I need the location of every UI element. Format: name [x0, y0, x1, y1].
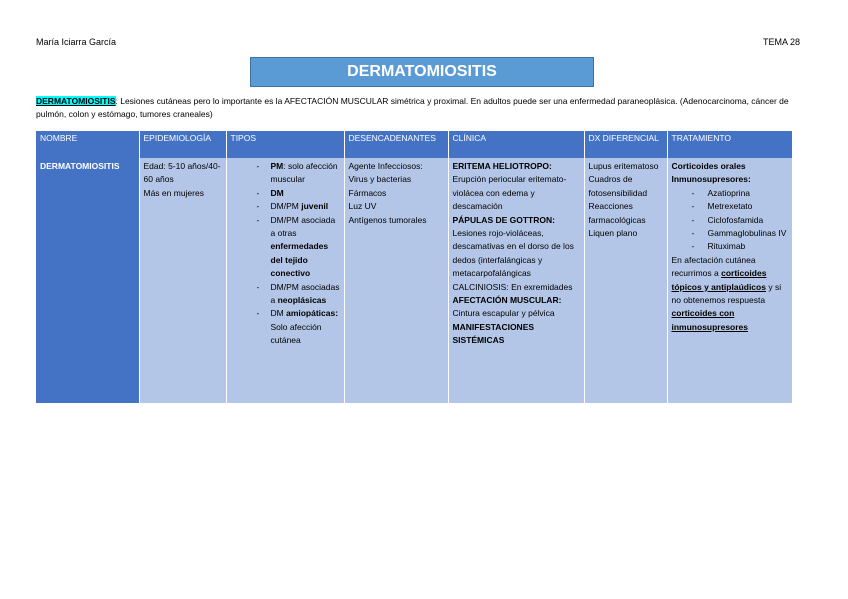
summary-table	[36, 131, 793, 403]
dx-item: Lupus eritematoso	[588, 161, 659, 171]
drug-item: - Metrexetato	[691, 201, 753, 212]
type-item: - PM: solo afección muscular	[256, 161, 338, 185]
cell-triggers	[344, 158, 448, 403]
cell-clinic	[448, 158, 584, 403]
col-header-clinica: CLÍNICA	[448, 131, 584, 158]
page-title: DERMATOMIOSITIS	[250, 57, 594, 87]
table-header-row	[36, 131, 792, 158]
trigger-item: Antígenos tumorales	[348, 214, 427, 225]
type-item: - DM/PM asociada a otras enfermedades del tejido conectivo	[256, 214, 336, 279]
intro-text: : Lesiones cutáneas pero lo importante es la AFECTACIÓN MUSCULAR simétrica y proximal. En adultos puede ser una enfermedad paraneoplásica. (Adenocarcinoma, cáncer de pulmón, colon y estómago, tumores craneales)	[36, 96, 789, 119]
clinic-manifestations: MANIFESTACIONES SISTÉMICAS	[452, 321, 535, 346]
clinic-heliotropo-title: ERITEMA HELIOTROPO:	[452, 161, 552, 171]
col-header-tipos: TIPOS	[226, 131, 344, 158]
type-item: - DM/PM juvenil	[256, 201, 329, 212]
treat-title-inmuno: Inmunosupresores:	[671, 174, 751, 185]
epi-age: Edad: 5-10 años/40-60 años	[143, 161, 221, 185]
drug-item: - Rituximab	[691, 241, 746, 252]
author-name: María Iciarra García	[36, 37, 117, 47]
clinic-gottron-title: PÁPULAS DE GOTTRON:	[452, 214, 555, 225]
cell-types	[226, 158, 344, 403]
topic-number: TEMA 28	[762, 37, 800, 47]
cell-treatment	[667, 158, 792, 403]
intro-term: DERMATOMIOSITIS	[36, 96, 116, 106]
clinic-gottron-text: Lesiones rojo-violáceas, descamativas en el dorso de los dedos (interfalángicas y metacarpofalángicas	[452, 228, 574, 279]
drug-item: - Ciclofosfamida	[691, 214, 764, 225]
treat-title-corticoides: Corticoides orales	[671, 161, 746, 171]
col-header-desencadenantes: DESENCADENANTES	[344, 131, 448, 158]
treat-cutaneous-note: En afectación cutánea recurrimos a corticoides tópicos y antiplaúdicos y si no obtenemos respuesta corticoides con inmunosupresores	[671, 254, 782, 332]
clinic-muscular-text: Cintura escapular y pélvica	[452, 308, 555, 319]
intro-paragraph	[36, 95, 796, 121]
trigger-item: Luz UV	[348, 201, 377, 212]
dx-item: Reacciones farmacológicas	[588, 201, 646, 225]
col-header-epidemiologia: EPIDEMIOLOGÍA	[139, 131, 226, 158]
cell-dx	[584, 158, 667, 403]
trigger-item: Agente Infecciosos: Virus y bacterias	[348, 161, 423, 185]
table-row	[36, 158, 792, 403]
drug-item: - Gammaglobulinas IV	[691, 228, 787, 239]
cell-epidemiology	[139, 158, 226, 403]
col-header-tratamiento: TRATAMIENTO	[667, 131, 792, 158]
type-item: - DM amiopáticas: Solo afección cutánea	[256, 308, 339, 346]
col-header-nombre: NOMBRE	[36, 131, 139, 158]
dx-item: Liquen plano	[588, 228, 638, 239]
type-item: - DM	[256, 187, 284, 198]
col-header-dx: DX DIFERENCIAL	[584, 131, 667, 158]
clinic-heliotropo-text: Erupción periocular eritemato-violácea con edema y descamación	[452, 174, 567, 212]
drug-item: - Azatioprina	[691, 187, 751, 198]
type-item: - DM/PM asociadas a neoplásicas	[256, 281, 340, 306]
epi-sex: Más en mujeres	[143, 187, 204, 198]
clinic-muscular-title: AFECTACIÓN MUSCULAR:	[452, 295, 562, 306]
cell-name: DERMATOMIOSITIS	[36, 158, 139, 403]
trigger-item: Fármacos	[348, 187, 387, 198]
dx-item: Cuadros de fotosensibilidad	[588, 174, 648, 198]
clinic-calcinosis: CALCINIOSIS: En exremidades	[452, 281, 573, 292]
